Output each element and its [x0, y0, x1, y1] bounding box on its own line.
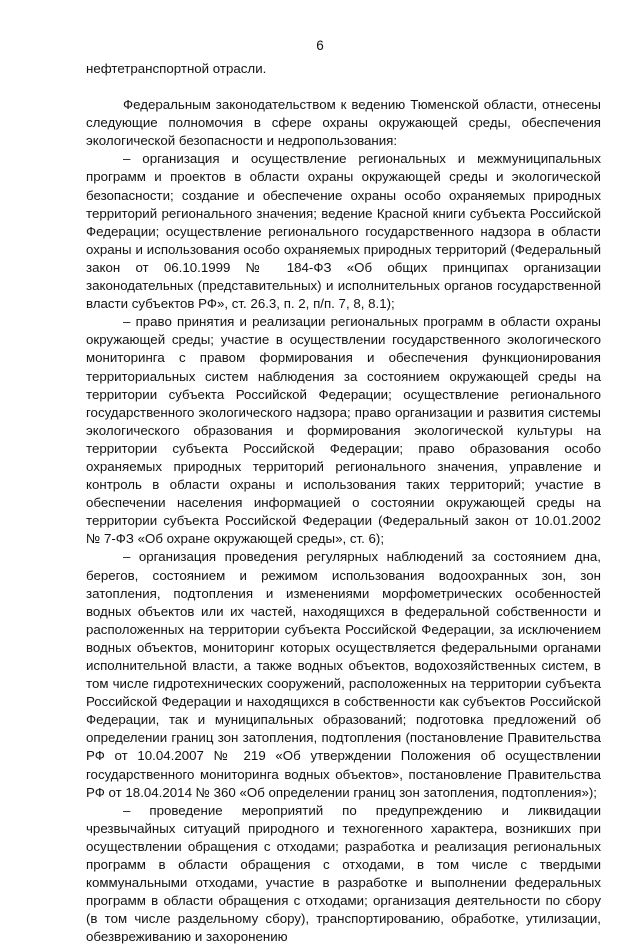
page-number: 6 — [316, 38, 324, 53]
list-item-protected-territories: – организация и осуществление региональных и межмуниципальных программ и проектов в области охраны окружающей среды и экологической безопасности; создание и обеспечение охраны особо охраняемых природных территорий регионального значения; ведение Красной книги субъекта Российской Федерации; осуществление регионального государственного надзора в области охраны и использования особо охраняемых природных территорий (Федеральный закон от 06.10.1999 № 184-ФЗ «Об общих принципах организации законодательных (представительных) и исполнительных органов государственной власти субъектов РФ», ст. 26.3, п. 2, п/п. 7, 8, 8.1); — [86, 151, 601, 312]
paragraph-continuation: нефтетранспортной отрасли. — [86, 61, 267, 76]
list-item-regional-programs: – право принятия и реализации региональных программ в области охраны окружающей среды; участие в осуществлении государственного экологического мониторинга с правом формирования и обеспечения функционирования территориальных систем наблюдения за состоянием окружающей среды на территории субъекта Российской Федерации; осуществление регионального государственного экологического надзора; право организации и развития системы экологического образования и формирования экологической культуры на территории субъекта Российской Федерации; право образования особо охраняемых природных территорий регионального значения, управление и контроль в области охраны и использования таких территорий; участие в обеспечении населения информацией о состоянии окружающей среды на территории субъекта Российской Федерации (Федеральный закон от 10.01.2002 № 7-ФЗ «Об охране окружающей среды», ст. 6); — [86, 314, 601, 547]
document-body — [86, 60, 601, 947]
paragraph-intro: Федеральным законодательством к ведению Тюменской области, отнесены следующие полномочия в сфере охраны окружающей среды, обеспечения экологической безопасности и недропользования: — [86, 97, 601, 149]
list-item-waste-management: – проведение мероприятий по предупреждению и ликвидации чрезвычайных ситуаций природного и техногенного характера, возникших при осуществлении обращения с отходами; разработка и реализация региональных программ в области обращения с отходами, в том числе с твердыми коммунальными отходами, участие в разработке и выполнении федеральных программ в области обращения с отходами; организация деятельности по сбору (в том числе раздельному сбору), транспортированию, обработке, утилизации, обезвреживанию и захоронению — [86, 802, 601, 945]
list-item-water-monitoring: – организация проведения регулярных наблюдений за состоянием дна, берегов, состоянием и режимом использования водоохранных зон, зон затопления, подтопления и изменениями морфометрических особенностей водных объектов или их частей, находящихся в федеральной собственности и расположенных на территории субъекта Российской Федерации, за исключением водных объектов, мониторинг которых осуществляется федеральными органами исполнительной власти, а также водных объектов, водохозяйственных систем, в том числе гидротехнических сооружений, расположенных на территории субъекта Российской Федерации и находящихся в собственности как субъектов Российской Федерации, так и муниципальных образований; подготовка предложений об определении границ зон затопления, подтопления (постановление Правительства РФ от 10.04.2007 № 219 «Об утверждении Положения об осуществлении государственного мониторинга водных объектов», постановление Правительства РФ от 18.04.2014 № 360 «Об определении границ зон затопления, подтопления»); — [86, 549, 601, 800]
